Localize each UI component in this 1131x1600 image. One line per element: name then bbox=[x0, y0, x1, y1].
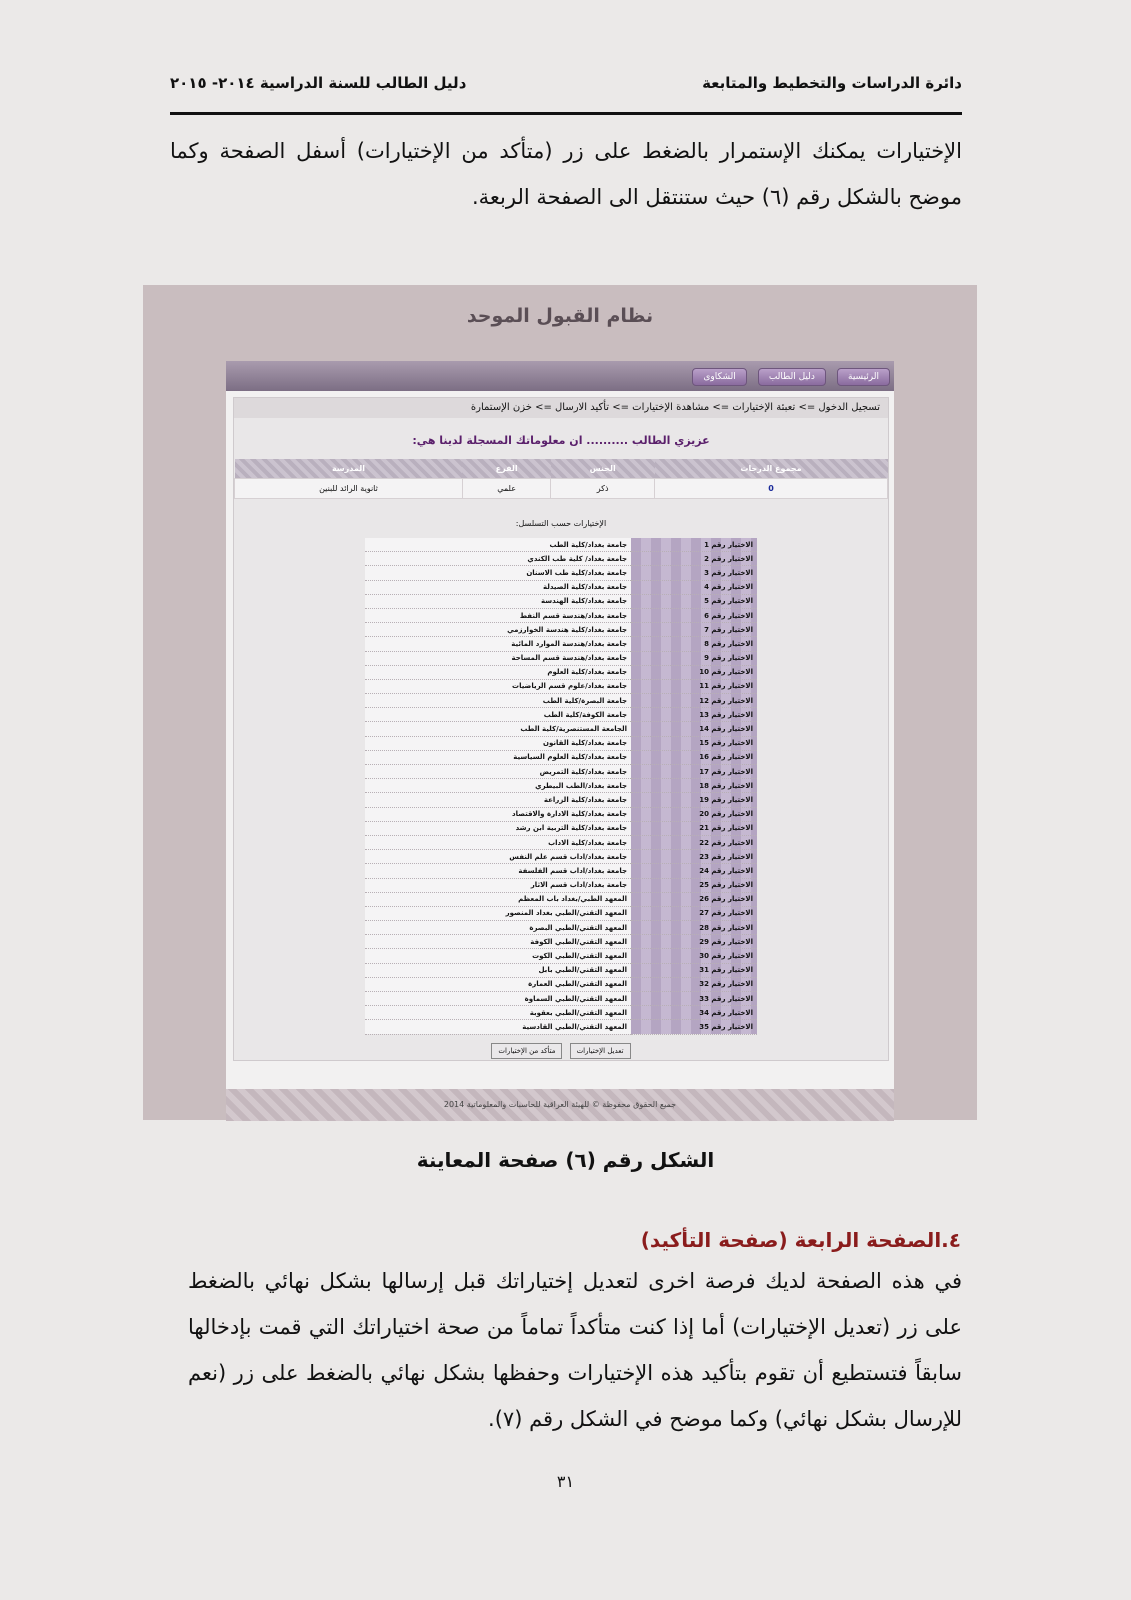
choice-row bbox=[365, 694, 757, 708]
choice-college: المعهد الطبي/بغداد باب المعظم bbox=[365, 892, 631, 906]
choice-college: جامعة بغداد/كلية التربية ابن رشد bbox=[365, 821, 631, 835]
choice-number: الاختيار رقم 30 bbox=[631, 949, 757, 963]
choice-row bbox=[365, 679, 757, 693]
choice-number: الاختيار رقم 31 bbox=[631, 963, 757, 977]
choice-number: الاختيار رقم 16 bbox=[631, 750, 757, 764]
choice-number: الاختيار رقم 5 bbox=[631, 594, 757, 608]
choice-number: الاختيار رقم 1 bbox=[631, 538, 757, 552]
choice-number: الاختيار رقم 15 bbox=[631, 736, 757, 750]
nav-home-button[interactable]: الرئيسية bbox=[837, 368, 890, 386]
nav-bar bbox=[226, 361, 894, 391]
choice-number: الاختيار رقم 21 bbox=[631, 821, 757, 835]
choice-row bbox=[365, 850, 757, 864]
choice-college: المعهد التقني/الطبي بعقوبة bbox=[365, 1006, 631, 1020]
choice-college: جامعة البصرة/كلية الطب bbox=[365, 694, 631, 708]
choice-number: الاختيار رقم 3 bbox=[631, 566, 757, 580]
choice-row bbox=[365, 1006, 757, 1020]
choice-number: الاختيار رقم 28 bbox=[631, 921, 757, 935]
info-cell: ثانوية الرائد للبنين bbox=[235, 479, 463, 499]
action-buttons bbox=[234, 1038, 888, 1059]
choice-college: المعهد التقني/الطبي البصرة bbox=[365, 921, 631, 935]
info-header: الجنس bbox=[551, 459, 655, 479]
info-cell: علمي bbox=[462, 479, 550, 499]
nav-complaints-button[interactable]: الشكاوى bbox=[692, 368, 746, 386]
choice-college: الجامعة المستنصرية/كلية الطب bbox=[365, 722, 631, 736]
choice-college: جامعة بغداد/هندسة الموارد المائية bbox=[365, 637, 631, 651]
choice-college: جامعة بغداد/كلية الزراعة bbox=[365, 793, 631, 807]
choice-number: الاختيار رقم 9 bbox=[631, 651, 757, 665]
choice-number: الاختيار رقم 8 bbox=[631, 637, 757, 651]
figure-caption: الشكل رقم (٦) صفحة المعاينة bbox=[416, 1148, 715, 1172]
choice-college: جامعة بغداد/علوم قسم الرياضيات bbox=[365, 679, 631, 693]
choice-college: جامعة بغداد/كلية الطب bbox=[365, 538, 631, 552]
edit-choices-button[interactable]: تعديل الإختيارات bbox=[570, 1043, 631, 1059]
choice-college: جامعة بغداد/كلية هندسة الخوارزمي bbox=[365, 623, 631, 637]
choice-row bbox=[365, 623, 757, 637]
choice-row bbox=[365, 878, 757, 892]
breadcrumb: تسجيل الدخول => تعبئة الإختيارات => مشاهدة الإختيارات => تأكيد الارسال => خزن الإستمارة bbox=[234, 398, 888, 418]
choice-row bbox=[365, 835, 757, 849]
choice-number: الاختيار رقم 6 bbox=[631, 608, 757, 622]
choice-row bbox=[365, 807, 757, 821]
choice-number: الاختيار رقم 17 bbox=[631, 765, 757, 779]
choice-college: جامعة بغداد/كلية الهندسة bbox=[365, 594, 631, 608]
choice-college: جامعة بغداد/اداب قسم الاثار bbox=[365, 878, 631, 892]
browser-window bbox=[226, 361, 894, 1121]
choice-row bbox=[365, 736, 757, 750]
choice-number: الاختيار رقم 10 bbox=[631, 665, 757, 679]
choice-row bbox=[365, 821, 757, 835]
choice-row bbox=[365, 864, 757, 878]
choice-row bbox=[365, 921, 757, 935]
greeting: عزيزي الطالب .......... ان معلوماتك المسجلة لدينا هي: bbox=[412, 434, 710, 447]
choice-number: الاختيار رقم 34 bbox=[631, 1006, 757, 1020]
choice-number: الاختيار رقم 19 bbox=[631, 793, 757, 807]
info-header: الفرع bbox=[462, 459, 550, 479]
choice-row bbox=[365, 580, 757, 594]
choice-row bbox=[365, 552, 757, 566]
choice-number: الاختيار رقم 32 bbox=[631, 977, 757, 991]
choice-college: جامعة بغداد/الطب البيطري bbox=[365, 779, 631, 793]
choice-college: المعهد التقني/الطبي العمارة bbox=[365, 977, 631, 991]
info-header: المدرسة bbox=[235, 459, 463, 479]
choice-row bbox=[365, 608, 757, 622]
choice-number: الاختيار رقم 35 bbox=[631, 1020, 757, 1034]
choice-row bbox=[365, 992, 757, 1006]
choice-row bbox=[365, 1020, 757, 1034]
header-guide-title: دليل الطالب للسنة الدراسية ٢٠١٤- ٢٠١٥ bbox=[170, 74, 467, 92]
choice-college: جامعة بغداد/كلية الادارة والاقتصاد bbox=[365, 807, 631, 821]
choice-row bbox=[365, 949, 757, 963]
choice-number: الاختيار رقم 4 bbox=[631, 580, 757, 594]
choice-number: الاختيار رقم 23 bbox=[631, 850, 757, 864]
choice-number: الاختيار رقم 26 bbox=[631, 892, 757, 906]
choice-college: المعهد التقني/الطبي الكوت bbox=[365, 949, 631, 963]
choice-row bbox=[365, 779, 757, 793]
nav-guide-button[interactable]: دليل الطالب bbox=[758, 368, 826, 386]
choice-college: جامعة بغداد/كلية الصيدلة bbox=[365, 580, 631, 594]
choice-number: الاختيار رقم 33 bbox=[631, 992, 757, 1006]
page-header bbox=[170, 70, 962, 115]
choice-row bbox=[365, 892, 757, 906]
choice-college: جامعة بغداد/هندسة قسم المساحة bbox=[365, 651, 631, 665]
choice-number: الاختيار رقم 22 bbox=[631, 835, 757, 849]
choice-college: جامعة الكوفة/كلية الطب bbox=[365, 708, 631, 722]
choice-number: الاختيار رقم 18 bbox=[631, 779, 757, 793]
choice-college: المعهد التقني/الطبي الكوفة bbox=[365, 935, 631, 949]
choice-college: جامعة بغداد/كلية العلوم السياسية bbox=[365, 750, 631, 764]
choice-row bbox=[365, 963, 757, 977]
info-cell: 0 bbox=[655, 479, 888, 499]
choices-title: الإختيارات حسب التسلسل: bbox=[515, 519, 607, 528]
choice-row bbox=[365, 935, 757, 949]
page-number: ٣١ bbox=[556, 1472, 575, 1491]
choice-number: الاختيار رقم 11 bbox=[631, 679, 757, 693]
intro-paragraph: الإختيارات يمكنك الإستمرار بالضغط على زر (متأكد من الإختيارات) أسفل الصفحة وكما موضح بالشكل رقم (٦) حيث ستنتقل الى الصفحة الربعة. bbox=[170, 139, 962, 209]
section-title: ٤.الصفحة الرابعة (صفحة التأكيد) bbox=[640, 1228, 961, 1252]
student-info-table bbox=[234, 459, 888, 499]
info-header: مجموع الدرجات bbox=[655, 459, 888, 479]
choice-college: جامعة بغداد/كلية العلوم bbox=[365, 665, 631, 679]
choice-row bbox=[365, 977, 757, 991]
choice-college: جامعة بغداد/ كلية طب الكندي bbox=[365, 552, 631, 566]
choice-number: الاختيار رقم 14 bbox=[631, 722, 757, 736]
choice-number: الاختيار رقم 24 bbox=[631, 864, 757, 878]
choice-number: الاختيار رقم 13 bbox=[631, 708, 757, 722]
choice-college: المعهد التقني/الطبي القادسية bbox=[365, 1020, 631, 1034]
choice-row bbox=[365, 722, 757, 736]
choice-row bbox=[365, 906, 757, 920]
choice-college: جامعة بغداد/اداب قسم علم النفس bbox=[365, 850, 631, 864]
content-panel bbox=[233, 397, 889, 1061]
choice-row bbox=[365, 708, 757, 722]
choice-number: الاختيار رقم 25 bbox=[631, 878, 757, 892]
choice-college: جامعة بغداد/كلية القانون bbox=[365, 736, 631, 750]
confirm-choices-button[interactable]: متأكد من الإختيارات bbox=[491, 1043, 562, 1059]
choice-row bbox=[365, 765, 757, 779]
choice-number: الاختيار رقم 27 bbox=[631, 906, 757, 920]
info-cell: ذكر bbox=[551, 479, 655, 499]
choice-college: جامعة بغداد/كلية طب الاسنان bbox=[365, 566, 631, 580]
choice-row bbox=[365, 750, 757, 764]
section-paragraph: في هذه الصفحة لديك فرصة اخرى لتعديل إختياراتك قبل إرسالها بشكل نهائي بالضغط على زر (تعديل الإختيارات) أما إذا كنت متأكداً تماماً من صحة اختياراتك التي قمت بإدخالها سابقاً فتستطيع أن تقوم بتأكيد هذه الإختيارات وحفظها بشكل نهائي بالضغط على زر (نعم للإرسال بشكل نهائي) وكما موضح في الشكل رقم (٧). bbox=[188, 1269, 962, 1431]
choice-college: المعهد التقني/الطبي السماوة bbox=[365, 992, 631, 1006]
choice-college: جامعة بغداد/كلية الاداب bbox=[365, 835, 631, 849]
choice-college: جامعة بغداد/اداب قسم الفلسفة bbox=[365, 864, 631, 878]
choice-college: المعهد التقني/الطبي بغداد المنصور bbox=[365, 906, 631, 920]
choice-number: الاختيار رقم 12 bbox=[631, 694, 757, 708]
header-department: دائرة الدراسات والتخطيط والمتابعة bbox=[702, 74, 962, 92]
choice-college: جامعة بغداد/هندسة قسم النفط bbox=[365, 608, 631, 622]
choice-row bbox=[365, 651, 757, 665]
screenshot-figure bbox=[143, 285, 977, 1120]
system-title: نظام القبول الموحد bbox=[466, 305, 654, 327]
choice-row bbox=[365, 538, 757, 552]
choice-college: المعهد التقني/الطبي بابل bbox=[365, 963, 631, 977]
choice-row bbox=[365, 793, 757, 807]
choice-number: الاختيار رقم 2 bbox=[631, 552, 757, 566]
choice-college: جامعة بغداد/كلية التمريض bbox=[365, 765, 631, 779]
choice-row bbox=[365, 566, 757, 580]
choice-number: الاختيار رقم 7 bbox=[631, 623, 757, 637]
choice-number: الاختيار رقم 20 bbox=[631, 807, 757, 821]
choice-row bbox=[365, 665, 757, 679]
site-footer: جميع الحقوق محفوظة © للهيئة العراقية للحاسبات والمعلوماتية 2014 bbox=[226, 1089, 894, 1121]
choice-row bbox=[365, 637, 757, 651]
choices-table bbox=[365, 538, 757, 1035]
choice-row bbox=[365, 594, 757, 608]
choice-number: الاختيار رقم 29 bbox=[631, 935, 757, 949]
